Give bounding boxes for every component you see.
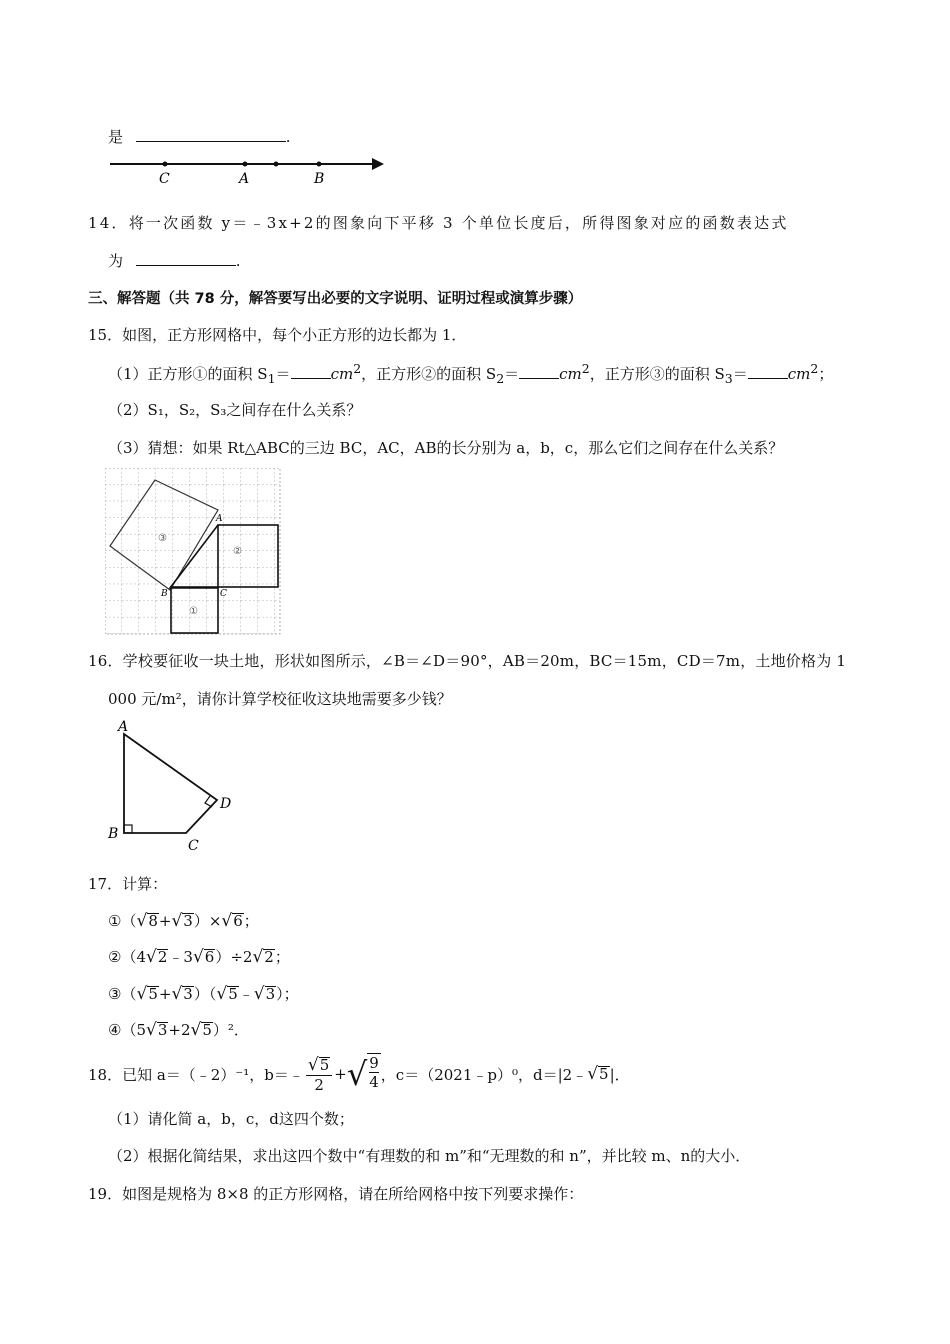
q15-part3: （3）猜想：如果 Rt△ABC的三边 BC，AC，AB的长分别为 a，b，c，那么它们之间存在什么关系？ xyxy=(108,439,784,457)
q15-part1: （1）正方形①的面积 $S_1= cm^2$，正方形②的面积 $S_2= cm^2$，正方形③的面积 $S_3= cm^2$； xyxy=(108,361,834,386)
point-unlabeled xyxy=(274,162,279,167)
fig-label-D: D xyxy=(220,796,232,812)
q13-blank[interactable] xyxy=(136,127,286,142)
fig-label-C: C xyxy=(188,838,199,854)
q17-item-3: ③（√5+√3）（√5﹣√3）； xyxy=(108,984,299,1004)
q14-answer-line: 为 . xyxy=(108,252,241,270)
frac-sqrt5-over-2: √5 2 xyxy=(306,1055,332,1094)
q15-grid-figure xyxy=(105,468,285,636)
fig-label-B: B xyxy=(108,826,119,842)
q16-quadrilateral-figure xyxy=(104,716,244,856)
q16-line2: 000 元/m²，请你计算学校征收这块地需要多少钱？ xyxy=(108,690,452,708)
point-A xyxy=(243,162,248,167)
q17-stem: 17．计算： xyxy=(88,875,168,893)
q17-item-4: ④（5√3+2√5）²． xyxy=(108,1020,249,1040)
point-B xyxy=(317,162,322,167)
label-C: C xyxy=(159,171,170,187)
q15-blank-s2[interactable] xyxy=(519,364,559,379)
label-B: B xyxy=(314,171,325,187)
q13-answer-line: 是 . xyxy=(108,128,291,146)
fig-label-A: A xyxy=(216,514,223,524)
fig-label-sq2: ② xyxy=(233,546,242,557)
label-A: A xyxy=(239,171,250,187)
number-line xyxy=(108,152,388,188)
fig-label-B: B xyxy=(161,589,168,599)
fig-label-C: C xyxy=(220,589,227,599)
fig-label-sq1: ① xyxy=(189,606,198,617)
q14-blank[interactable] xyxy=(136,251,236,266)
point-C xyxy=(163,162,168,167)
q15-blank-s3[interactable] xyxy=(748,364,788,379)
q15-part2: （2）S₁，S₂，S₃之间存在什么关系？ xyxy=(108,401,362,419)
q17-item-1: ①（√8+√3）×√6； xyxy=(108,911,259,931)
q16-line1: 16．学校要征收一块土地，形状如图所示，∠B＝∠D＝90°，AB＝20m，BC＝15m，CD＝7m，土地价格为 1 xyxy=(88,652,847,670)
q18-part1: （1）请化简 a，b，c，d这四个数； xyxy=(108,1110,354,1128)
q18-stem: 18．已知 a＝（﹣2）⁻¹，b＝﹣ √5 2 + √ 9 4 ，c＝（2021﹣p）⁰，d＝|2﹣ √ 5 |． xyxy=(88,1054,630,1094)
q17-item-2: ②（4√2﹣3√6）÷2√2； xyxy=(108,947,290,967)
section-3-heading: 三、解答题（共 78 分，解答要写出必要的文字说明、证明过程或演算步骤） xyxy=(88,291,583,307)
q15-blank-s1[interactable] xyxy=(291,364,331,379)
q14-stem: 14．将一次函数 y＝﹣3x+2的图象向下平移 3 个单位长度后，所得图象对应的函数表达式 xyxy=(88,214,789,232)
fig-label-A: A xyxy=(118,719,129,735)
q15-stem: 15．如图，正方形网格中，每个小正方形的边长都为 1． xyxy=(88,326,467,344)
q19-stem: 19．如图是规格为 8×8 的正方形网格，请在所给网格中按下列要求操作： xyxy=(88,1185,584,1203)
frac-9-over-4: 9 4 xyxy=(369,1054,379,1091)
q18-part2: （2）根据化简结果，求出这四个数中“有理数的和 m”和“无理数的和 n”，并比较 m、n的大小． xyxy=(108,1147,751,1165)
fig-label-sq3: ③ xyxy=(158,533,167,544)
